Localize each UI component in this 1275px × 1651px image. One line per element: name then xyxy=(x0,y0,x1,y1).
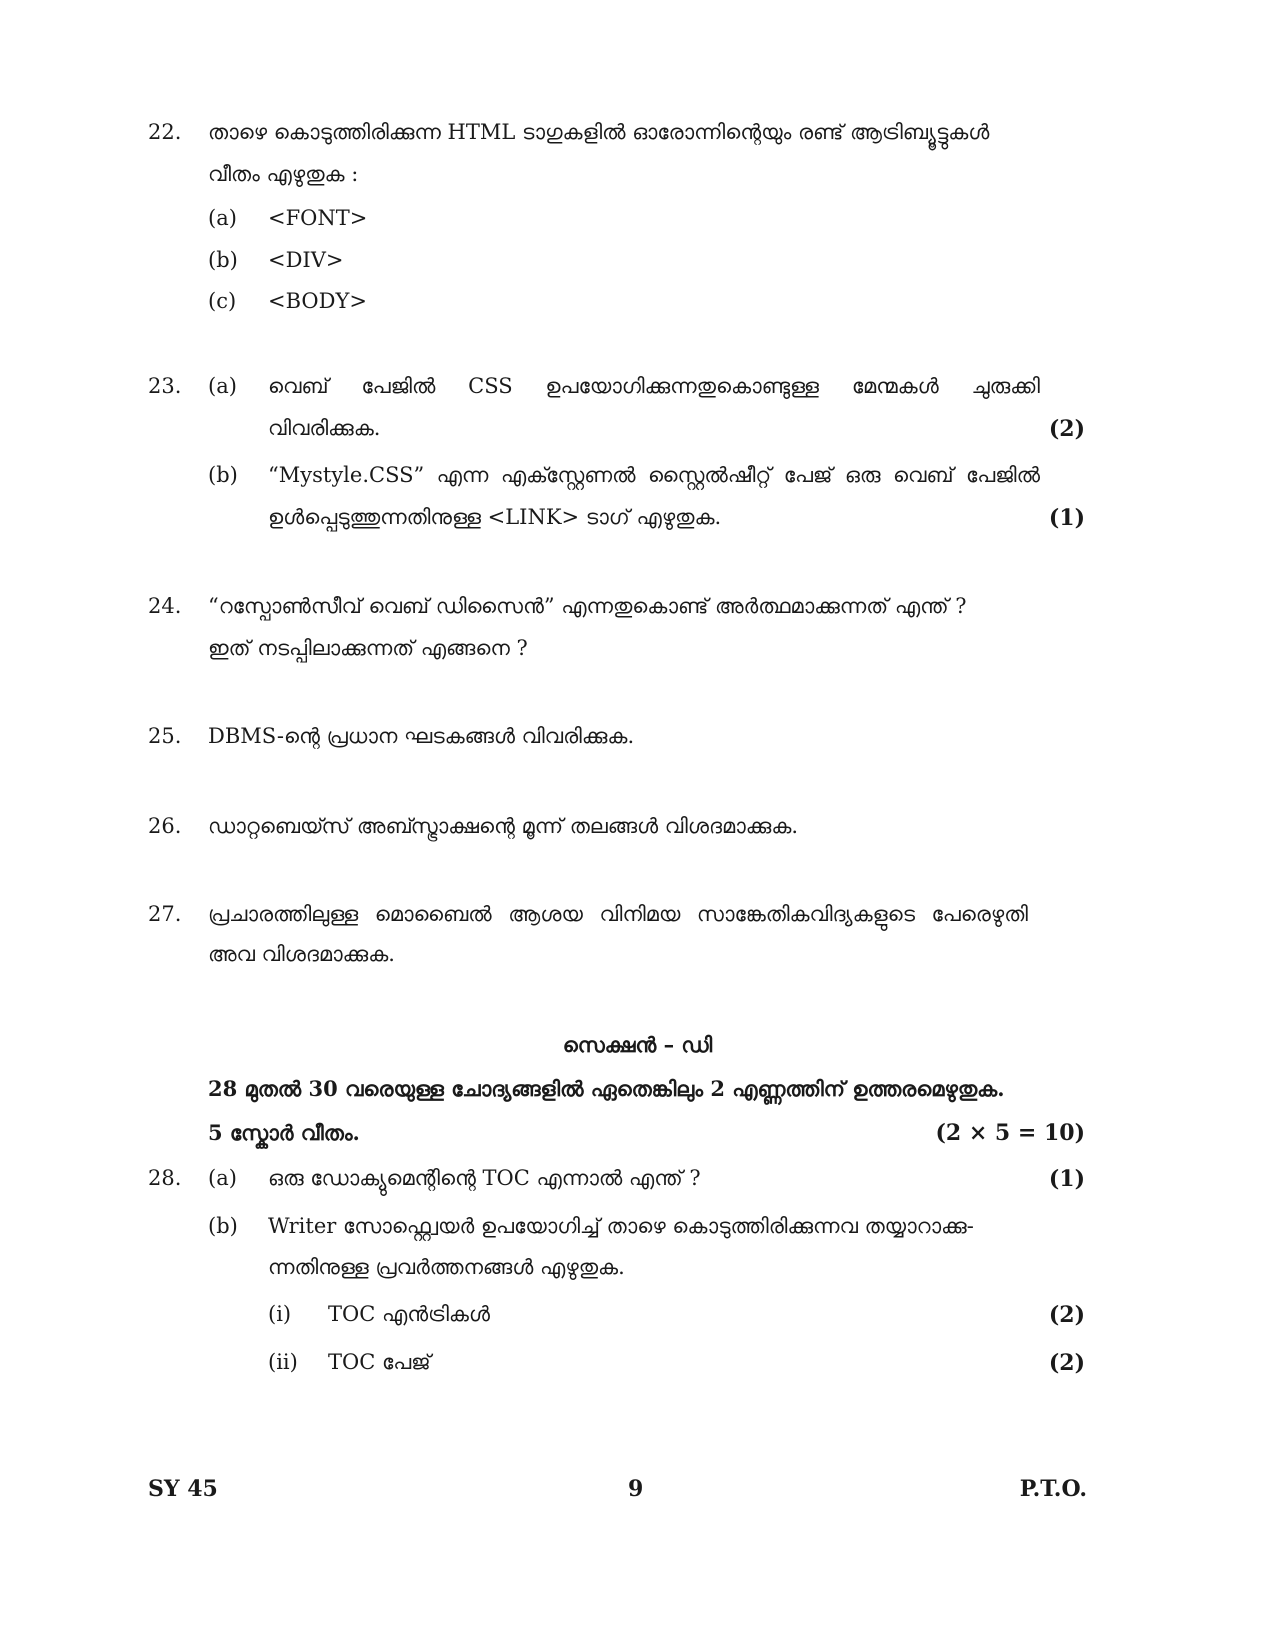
q23-b-text-line1 xyxy=(268,465,1040,486)
q28-b-ii-label: (ii) xyxy=(268,1350,298,1374)
q28-number: 28. xyxy=(148,1166,182,1190)
q23-b-word: പേജിൽ xyxy=(966,463,1040,487)
q22-text-line1: താഴെ കൊടുത്തിരിക്കുന്ന HTML ടാഗുകളിൽ ഓരോന്നിന്റെയും രണ്ട് ആട്രിബ്യൂട്ടുകൾ xyxy=(208,120,990,144)
q22-item-c-label: (c) xyxy=(208,289,237,313)
q22-item-a-text: <FONT> xyxy=(268,206,368,230)
q23-a-word: പേജിൽ xyxy=(361,374,436,398)
section-title: സെക്ഷൻ – ഡി xyxy=(562,1032,713,1057)
footer-page-number: 9 xyxy=(628,1476,644,1502)
q28-b-ii-mark: (2) xyxy=(1048,1350,1085,1376)
q23-b-text-line2: ഉൾപ്പെടുത്തുന്നതിനുള്ള <LINK> ടാഗ് എഴുതുക. xyxy=(268,505,722,529)
q23-b-word: എക്സ്റ്റേണൽ xyxy=(500,463,636,487)
q23-a-text-line1 xyxy=(268,376,1040,397)
q27-word: ആശയ xyxy=(508,902,583,926)
q26-number: 26. xyxy=(148,814,182,838)
q23-a-word: ചുരുക്കി xyxy=(971,374,1040,398)
q23-a-word: വെബ് xyxy=(268,374,329,398)
q24-text-line2: ഇത് നടപ്പിലാക്കുന്നത് എങ്ങനെ ? xyxy=(208,636,528,660)
q22-item-b-label: (b) xyxy=(208,248,238,272)
q28-b-i-text: TOC എൻട്രികൾ xyxy=(328,1302,490,1326)
q28-a-label: (a) xyxy=(208,1166,237,1190)
section-score: 5 സ്കോർ വീതം. xyxy=(208,1120,360,1145)
q28-b-i-label: (i) xyxy=(268,1302,292,1326)
q24-number: 24. xyxy=(148,594,182,618)
q27-word: പ്രചാരത്തിലുള്ള xyxy=(208,902,359,926)
q25-text: DBMS-ന്റെ പ്രധാന ഘടകങ്ങൾ വിവരിക്കുക. xyxy=(208,724,635,748)
section-instruction: 28 മുതൽ 30 വരെയുള്ള ചോദ്യങ്ങളിൽ ഏതെങ്കിലും 2 എണ്ണത്തിന് ഉത്തരമെഴുതുക. xyxy=(208,1076,1005,1101)
q27-word: സാങ്കേതികവിദ്യകളുടെ xyxy=(696,902,915,926)
q28-a-text: ഒരു ഡോക്യുമെന്റിന്റെ TOC എന്നാൽ എന്ത് ? xyxy=(268,1166,701,1190)
q23-b-word: സ്റ്റൈൽഷീറ്റ് xyxy=(647,463,772,487)
q27-word: പേരെഴുതി xyxy=(931,902,1028,926)
q23-a-word: CSS xyxy=(468,374,513,398)
q28-a-mark: (1) xyxy=(1048,1166,1085,1192)
q26-text: ഡാറ്റബെയ്സ് അബ്സ്ട്രാക്ഷന്റെ മൂന്ന് തലങ്ങൾ വിശദമാക്കുക. xyxy=(208,814,799,838)
q23-a-label: (a) xyxy=(208,374,237,398)
q28-b-i-mark: (2) xyxy=(1048,1302,1085,1328)
q25-number: 25. xyxy=(148,724,182,748)
q23-b-mark: (1) xyxy=(1048,505,1085,531)
q23-a-word: മേന്മകൾ xyxy=(851,374,939,398)
footer-pto: P.T.O. xyxy=(1019,1476,1087,1502)
q23-b-word: വെബ് xyxy=(892,463,954,487)
q24-text-line1: “റസ്പോൺസീവ് വെബ് ഡിസൈൻ” എന്നതുകൊണ്ട് അർത്ഥമാക്കുന്നത് എന്ത് ? xyxy=(208,594,967,618)
q22-text-line2: വീതം എഴുതുക : xyxy=(208,162,359,186)
q27-text-line1 xyxy=(208,904,1028,925)
q22-item-a-label: (a) xyxy=(208,206,237,230)
q23-a-mark: (2) xyxy=(1048,416,1085,442)
q23-number: 23. xyxy=(148,374,182,398)
q28-b-text-line1: Writer സോഫ്റ്റ്വെയർ ഉപയോഗിച്ച് താഴെ കൊടുത്തിരിക്കുന്നവ തയ്യാറാക്കു- xyxy=(268,1214,974,1238)
q23-b-word: എന്ന xyxy=(436,463,489,487)
q27-text-line2: അവ വിശദമാക്കുക. xyxy=(208,942,395,966)
q27-word: വിനിമയ xyxy=(599,902,681,926)
q28-b-label: (b) xyxy=(208,1214,238,1238)
footer-code: SY 45 xyxy=(148,1476,218,1502)
q28-b-ii-text: TOC പേജ് xyxy=(328,1350,431,1374)
q22-item-c-text: <BODY> xyxy=(268,289,367,313)
section-total: (2 × 5 = 10) xyxy=(935,1120,1085,1146)
q27-word: മൊബൈൽ xyxy=(374,902,492,926)
q28-b-text-line2: ന്നതിനുള്ള പ്രവർത്തനങ്ങൾ എഴുതുക. xyxy=(268,1255,625,1279)
q23-a-word: ഉപയോഗിക്കുന്നതുകൊണ്ടുള്ള xyxy=(545,374,820,398)
q22-item-b-text: <DIV> xyxy=(268,248,344,272)
q23-b-word: പേജ് xyxy=(783,463,833,487)
q23-b-label: (b) xyxy=(208,463,238,487)
q23-b-word: “Mystyle.CSS” xyxy=(268,463,425,487)
q27-number: 27. xyxy=(148,902,182,926)
q23-b-word: ഒരു xyxy=(844,463,881,487)
q22-number: 22. xyxy=(148,120,182,144)
q23-a-text-line2: വിവരിക്കുക. xyxy=(268,416,381,440)
